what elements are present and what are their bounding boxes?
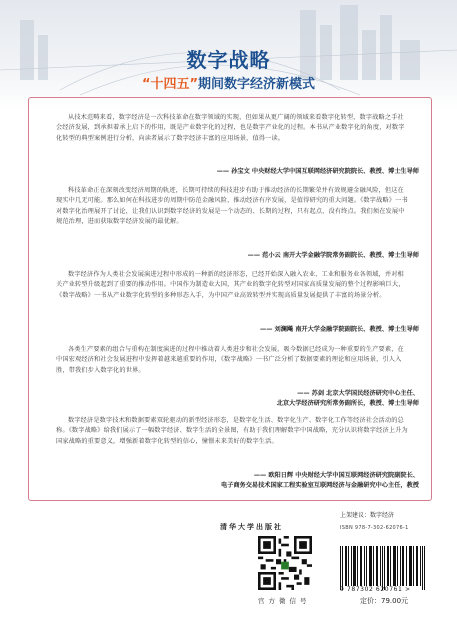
barcode-number: 9 787302 620761 > [340, 586, 411, 593]
wechat-qr-code [258, 536, 312, 590]
shelving-category: 上架建议：数字经济 [340, 512, 395, 519]
review-attribution-1: —— 孙宝文 中央财经大学中国互联网经济研究院院长、教授、博士生导师 [216, 168, 419, 175]
review-text-1: 从技术范畴来看，数字经济是一次科技革命在数字领域的实现，但如果从更广阔的领域来看数字化转型，数字战略之手社会经济发展，到承担着承上启下的作用，既是产业数字化的过程，也是数字产业化的过程。本书从产业数字化的角度，对数字化转型的典型案例进行分析，向读者展示了数字经济丰富的应用场景，值得一读。 [56, 114, 405, 142]
review-text-2: 科技革命正在深刻改变经济周期的轨迹，长期可持续的科技进步有助于推动经济的长期繁荣并有效规避金融风险，但这在现实中几无可能。那么如何在科技进步的周期中防范金融风险，推动经济有序发展，是值得研究的重大问题。《数字战略》一书对数字化治理展开了讨论，让我们认识到数字经济的发展是一个动态的、长期的过程，只有起点，没有终点。我们须在发展中规范治理，进而获取数字经济发展的最优解。 [56, 187, 408, 226]
review-attribution-4: —— 苏剑 北京大学国民经济研究中心主任、 [297, 390, 419, 397]
review-text-4: 各类生产要素的组合与重构在制度演进的过程中推动着人类进步和社会发展，吸今数据已经成为一种重要的生产要素，在中国宏观经济和社会发展进程中发挥着越来越重要的作用，《数字战略》一书广泛分析了数据要素的理论和应用场景，引人入胜，带我们步入数字化的世界。 [56, 346, 404, 374]
isbn-text: ISBN 978-7-302-62076-1 [340, 525, 409, 531]
book-subtitle [0, 73, 457, 92]
qr-caption: 官方微信号 [258, 597, 311, 605]
subtitle-prefix: “十四五” [141, 77, 199, 92]
review-attribution-3: —— 刘澜飚 南开大学金融学院副院长、教授、博士生导师 [260, 326, 419, 333]
subtitle-rest: 期间数字经济新模式 [198, 77, 316, 92]
review-attribution-4-line2: 北京大学经济研究所常务副所长，教授、博士生导师 [276, 400, 419, 407]
review-attribution-2: —— 范小云 南开大学金融学院常务副院长、教授、博士生导师 [247, 252, 419, 259]
book-title: 数字战略 [186, 48, 271, 72]
review-text-3: 数字经济作为人类社会发展演进过程中形成的一种新的经济形态，已经开始深入融入农业、工业和服务业各领域，并对相关产业转型升级起到了重要的推动作用。中国作为制造业大国，其产业的数字化转型对国家高质量发展的整个过程影响巨大，《数字战略》一书从产业数字化转型的多种形态入手，为中国产业高效转型并实现高质量发展提供了丰富的场景分析。 [56, 271, 405, 299]
review-text-5: 数字经济是数字技术和数据要素双轮驱动的新型经济形态，是数字化生活、数字化生产、数字化工作等经济社会活动的总称。《数字战略》给我们展示了一幅数字经济、数字生活的全景图，有助于我们理解数字中国战略，充分认识将数字经济上升为国家战略的重要意义，增强新着数字化转型的信心，憧憬未来美好的数字生活。 [56, 417, 408, 445]
book-price: 定价：79.00元 [360, 597, 409, 605]
review-attribution-5-line2: 电子商务交易技术国家工程实验室互联网经济与金融研究中心主任，教授 [221, 482, 419, 489]
publisher-name: 清华大学出版社 [220, 523, 283, 531]
review-attribution-5: —— 欧阳日辉 中央财经大学中国互联网经济研究院副院长、 [253, 472, 419, 479]
